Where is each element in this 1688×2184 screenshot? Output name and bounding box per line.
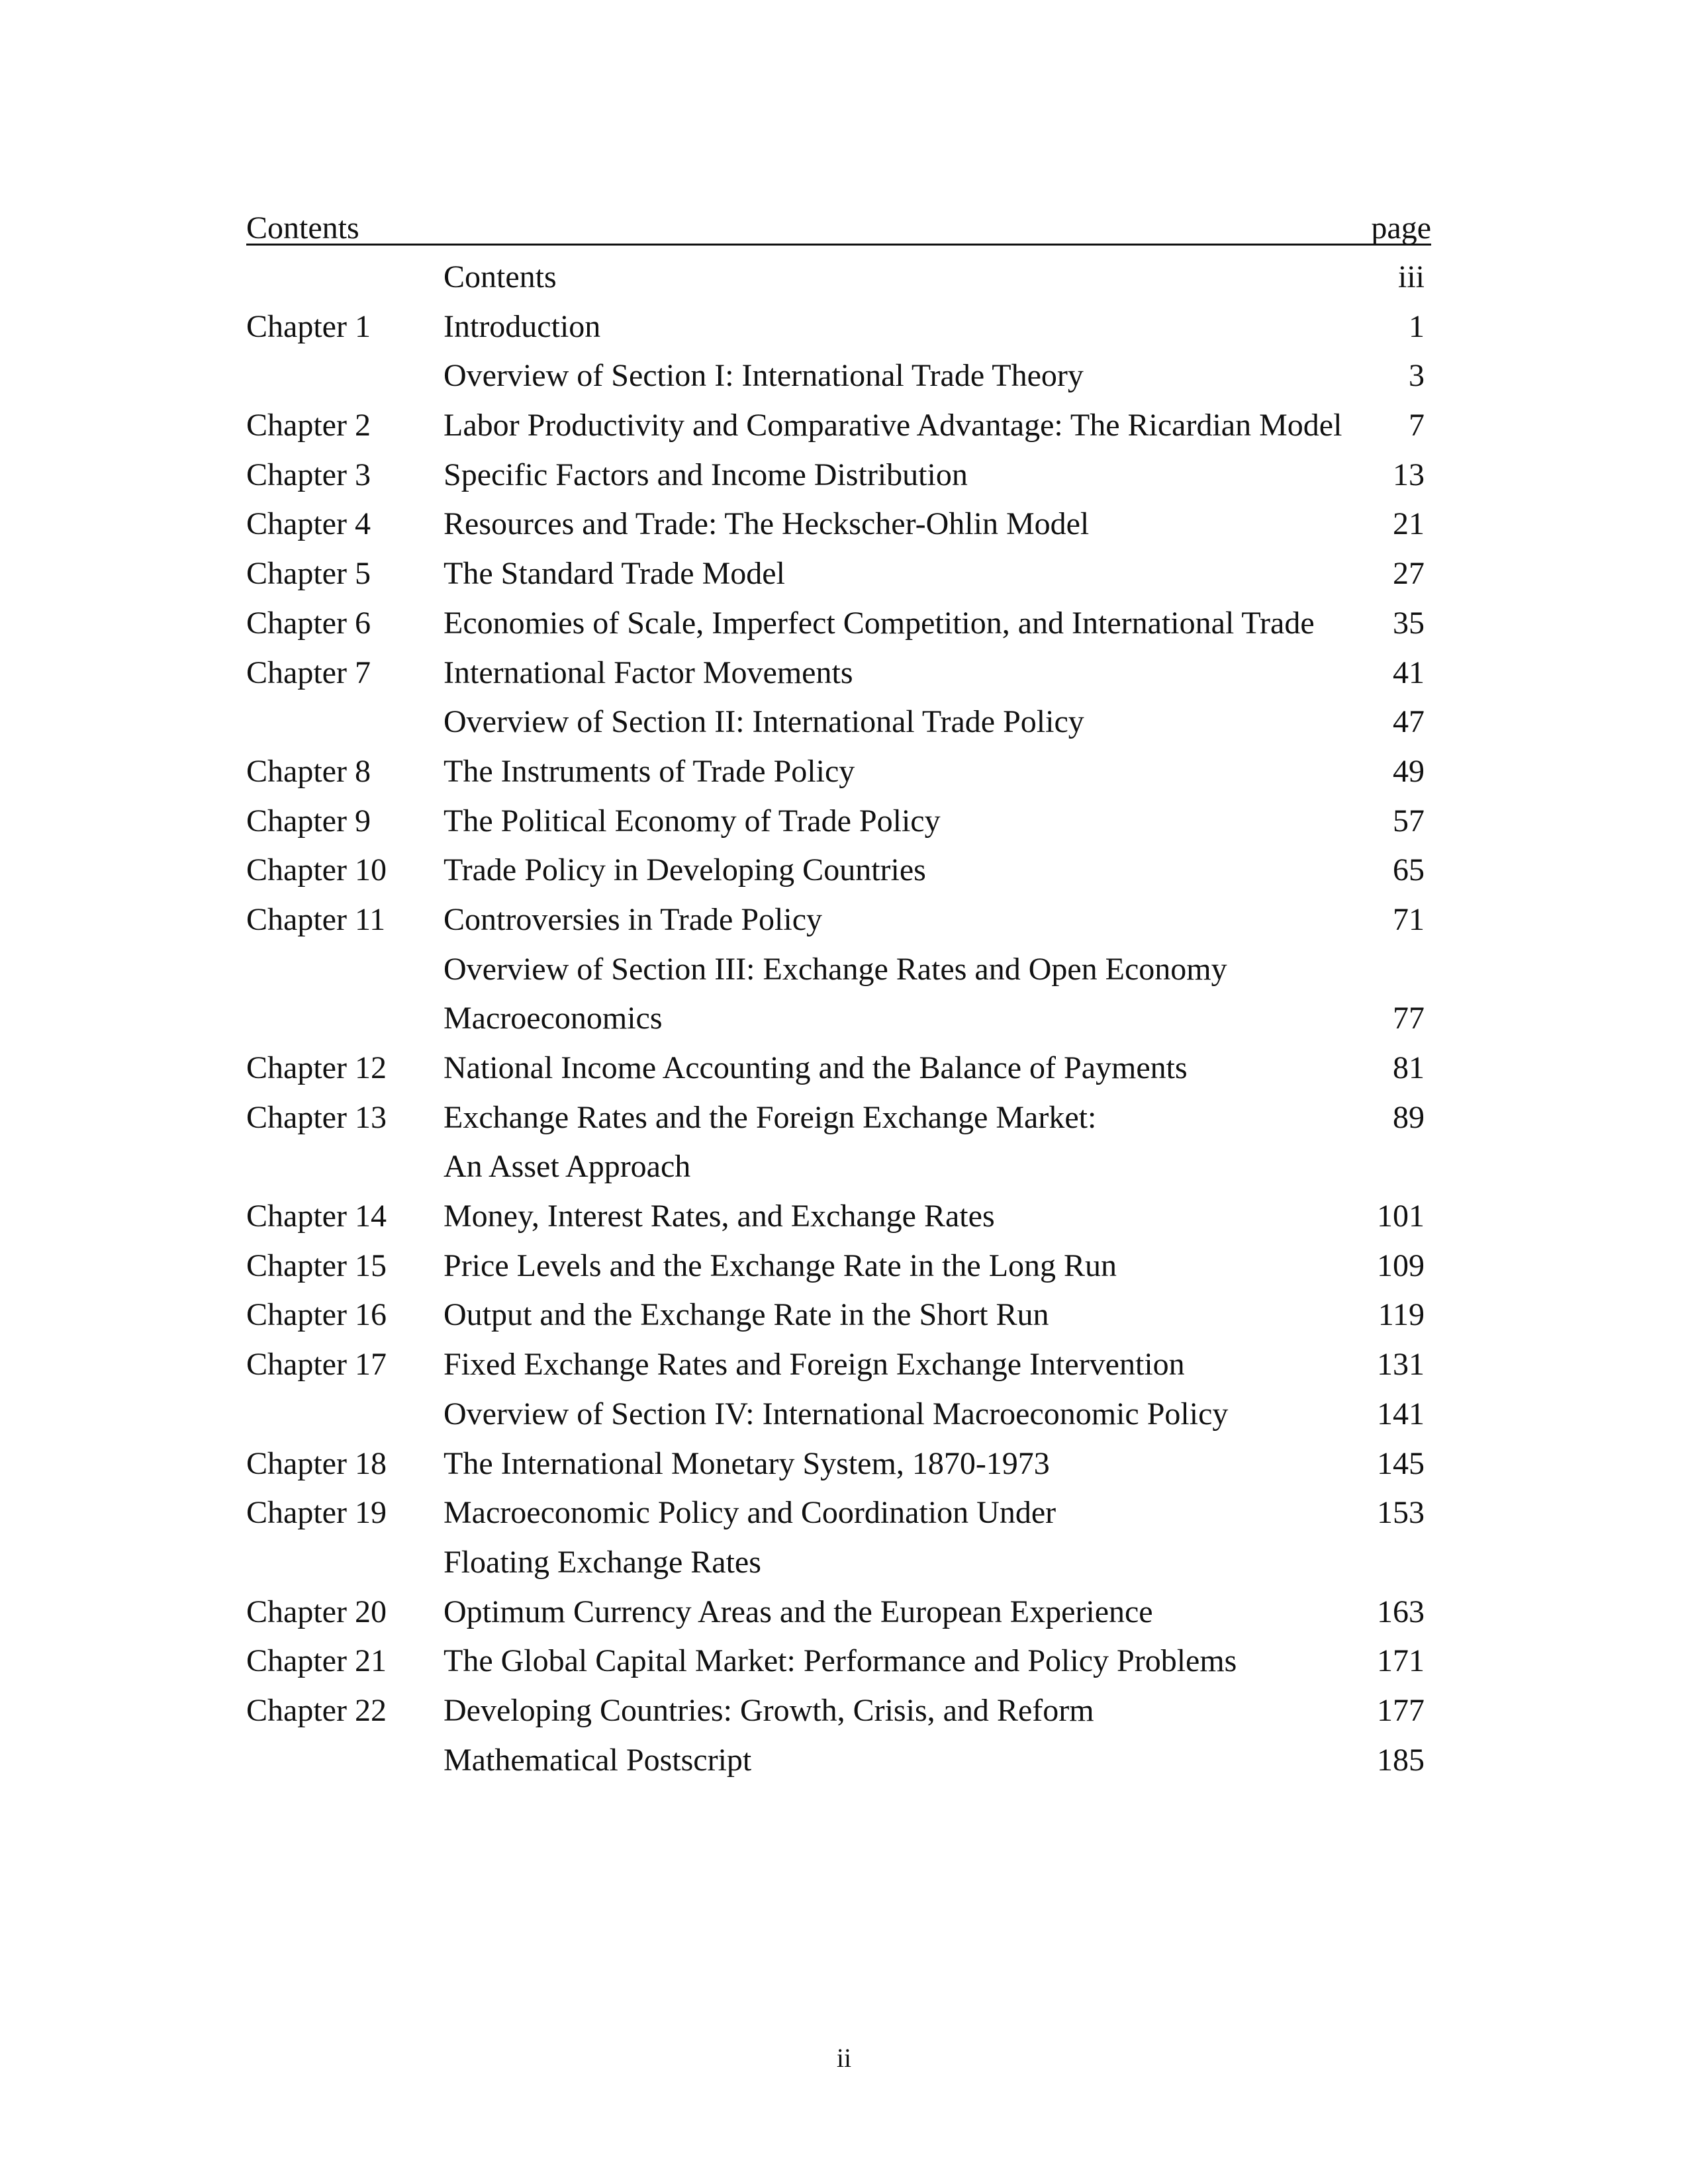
toc-entry: [246, 994, 1431, 1044]
toc-chapter-label: Chapter 5: [246, 556, 371, 592]
toc-chapter-label: Chapter 16: [246, 1297, 387, 1333]
toc-title: The Instruments of Trade Policy: [444, 753, 855, 789]
toc-title: The Political Economy of Trade Policy: [444, 803, 941, 839]
toc-title: Contents: [444, 259, 557, 295]
toc-page-number: iii: [1397, 259, 1425, 295]
toc-entry: [246, 1291, 1431, 1340]
toc-chapter-label: Chapter 17: [246, 1347, 387, 1383]
toc-chapter-label: Chapter 18: [246, 1445, 387, 1481]
toc-entry: [246, 1242, 1431, 1291]
toc-chapter-label: Chapter 9: [246, 803, 371, 839]
toc-chapter-label: Chapter 19: [246, 1495, 387, 1531]
toc-title: Output and the Exchange Rate in the Short Run: [444, 1297, 1049, 1333]
toc-entry: [246, 599, 1431, 649]
toc-title: International Factor Movements: [444, 655, 853, 690]
toc-page-number: 65: [1393, 852, 1425, 888]
page-column-heading: page: [1371, 210, 1431, 246]
toc-chapter-label: Chapter 15: [246, 1248, 387, 1283]
toc-entry: [246, 351, 1431, 401]
toc-entry: [246, 1637, 1431, 1686]
table-of-contents: [246, 253, 1431, 1785]
toc-page-number: 77: [1393, 1001, 1425, 1036]
toc-entry: [246, 649, 1431, 698]
toc-entry: [246, 1142, 1431, 1192]
toc-title: Mathematical Postscript: [444, 1742, 752, 1778]
toc-entry: [246, 747, 1431, 797]
toc-title: Overview of Section II: International Trade Policy: [444, 704, 1084, 740]
toc-page-number: 163: [1377, 1594, 1425, 1629]
toc-entry: [246, 302, 1431, 352]
toc-entry: [246, 500, 1431, 549]
toc-title: Resources and Trade: The Heckscher-Ohlin Model: [444, 506, 1090, 542]
toc-entry: [246, 1736, 1431, 1786]
toc-title: Money, Interest Rates, and Exchange Rates: [444, 1199, 995, 1234]
toc-title: Macroeconomic Policy and Coordination Under: [444, 1495, 1056, 1531]
toc-entry: [246, 1044, 1431, 1093]
toc-chapter-label: Chapter 6: [246, 605, 371, 641]
toc-page-number: 71: [1393, 901, 1425, 937]
toc-chapter-label: Chapter 1: [246, 308, 371, 344]
toc-page-number: 119: [1378, 1297, 1425, 1333]
toc-chapter-label: Chapter 4: [246, 506, 371, 542]
page-number: ii: [836, 2043, 852, 2073]
toc-title: Overview of Section IV: International Macroeconomic Policy: [444, 1396, 1229, 1432]
toc-page-number: 171: [1377, 1643, 1425, 1679]
toc-header: [246, 210, 1431, 246]
toc-chapter-label: Chapter 21: [246, 1643, 387, 1679]
toc-page-number: 41: [1393, 655, 1425, 690]
toc-title: Overview of Section I: International Trade Theory: [444, 358, 1084, 394]
toc-entry: [246, 698, 1431, 747]
toc-entry: [246, 451, 1431, 500]
toc-entry: [246, 1390, 1431, 1439]
toc-page-number: 177: [1377, 1692, 1425, 1728]
toc-chapter-label: Chapter 3: [246, 457, 371, 492]
toc-chapter-label: Chapter 10: [246, 852, 387, 888]
toc-chapter-label: Chapter 2: [246, 408, 371, 443]
toc-chapter-label: Chapter 13: [246, 1099, 387, 1135]
toc-title: Specific Factors and Income Distribution: [444, 457, 968, 492]
toc-entry: [246, 253, 1431, 302]
toc-title: National Income Accounting and the Balance of Payments: [444, 1050, 1188, 1085]
toc-page-number: 49: [1393, 753, 1425, 789]
toc-entry: [246, 945, 1431, 995]
toc-entry: [246, 1340, 1431, 1390]
toc-page-number: 3: [1409, 358, 1425, 394]
toc-chapter-label: Chapter 8: [246, 753, 371, 789]
toc-title: The Global Capital Market: Performance and Policy Problems: [444, 1643, 1237, 1679]
toc-page-number: 185: [1377, 1742, 1425, 1778]
toc-entry: [246, 1093, 1431, 1143]
toc-title: An Asset Approach: [444, 1149, 691, 1185]
toc-title: Trade Policy in Developing Countries: [444, 852, 926, 888]
toc-page-number: 101: [1377, 1199, 1425, 1234]
toc-title: The International Monetary System, 1870-1973: [444, 1445, 1050, 1481]
toc-page-number: 27: [1393, 556, 1425, 592]
toc-page-number: 89: [1393, 1099, 1425, 1135]
toc-entry: [246, 1686, 1431, 1736]
toc-chapter-label: Chapter 7: [246, 655, 371, 690]
toc-page-number: 47: [1393, 704, 1425, 740]
toc-chapter-label: Chapter 11: [246, 901, 386, 937]
toc-entry: [246, 1588, 1431, 1637]
toc-page-number: 109: [1377, 1248, 1425, 1283]
toc-title: Developing Countries: Growth, Crisis, and Reform: [444, 1692, 1094, 1728]
toc-title: Overview of Section III: Exchange Rates and Open Economy: [444, 951, 1227, 987]
toc-page-number: 141: [1377, 1396, 1425, 1432]
toc-title: Economies of Scale, Imperfect Competition, and International Trade: [444, 605, 1315, 641]
contents-heading: Contents: [246, 210, 359, 246]
toc-chapter-label: Chapter 20: [246, 1594, 387, 1629]
toc-chapter-label: Chapter 12: [246, 1050, 387, 1085]
toc-title: The Standard Trade Model: [444, 556, 785, 592]
toc-chapter-label: Chapter 22: [246, 1692, 387, 1728]
toc-entry: [246, 1439, 1431, 1489]
toc-entry: [246, 1538, 1431, 1588]
toc-entry: [246, 797, 1431, 846]
toc-title: Labor Productivity and Comparative Advantage: The Ricardian Model: [444, 408, 1342, 443]
toc-title: Price Levels and the Exchange Rate in the Long Run: [444, 1248, 1117, 1283]
toc-title: Optimum Currency Areas and the European Experience: [444, 1594, 1153, 1629]
toc-title: Fixed Exchange Rates and Foreign Exchange Intervention: [444, 1347, 1185, 1383]
toc-title: Introduction: [444, 308, 601, 344]
toc-page-number: 57: [1393, 803, 1425, 839]
toc-entry: [246, 401, 1431, 451]
toc-title: Controversies in Trade Policy: [444, 901, 822, 937]
toc-page-number: 131: [1377, 1347, 1425, 1383]
toc-page-number: 145: [1377, 1445, 1425, 1481]
toc-entry: [246, 846, 1431, 895]
toc-entry: [246, 549, 1431, 599]
toc-title: Exchange Rates and the Foreign Exchange Market:: [444, 1099, 1097, 1135]
toc-page-number: 21: [1393, 506, 1425, 542]
toc-entry: [246, 1488, 1431, 1538]
toc-entry: [246, 895, 1431, 945]
toc-page-number: 35: [1393, 605, 1425, 641]
toc-page-number: 153: [1377, 1495, 1425, 1531]
toc-title: Macroeconomics: [444, 1001, 663, 1036]
toc-page-number: 7: [1409, 408, 1425, 443]
toc-entry: [246, 1192, 1431, 1242]
toc-page-number: 1: [1409, 308, 1425, 344]
toc-title: Floating Exchange Rates: [444, 1544, 761, 1580]
toc-page-number: 13: [1393, 457, 1425, 492]
toc-page-number: 81: [1393, 1050, 1425, 1085]
toc-chapter-label: Chapter 14: [246, 1199, 387, 1234]
